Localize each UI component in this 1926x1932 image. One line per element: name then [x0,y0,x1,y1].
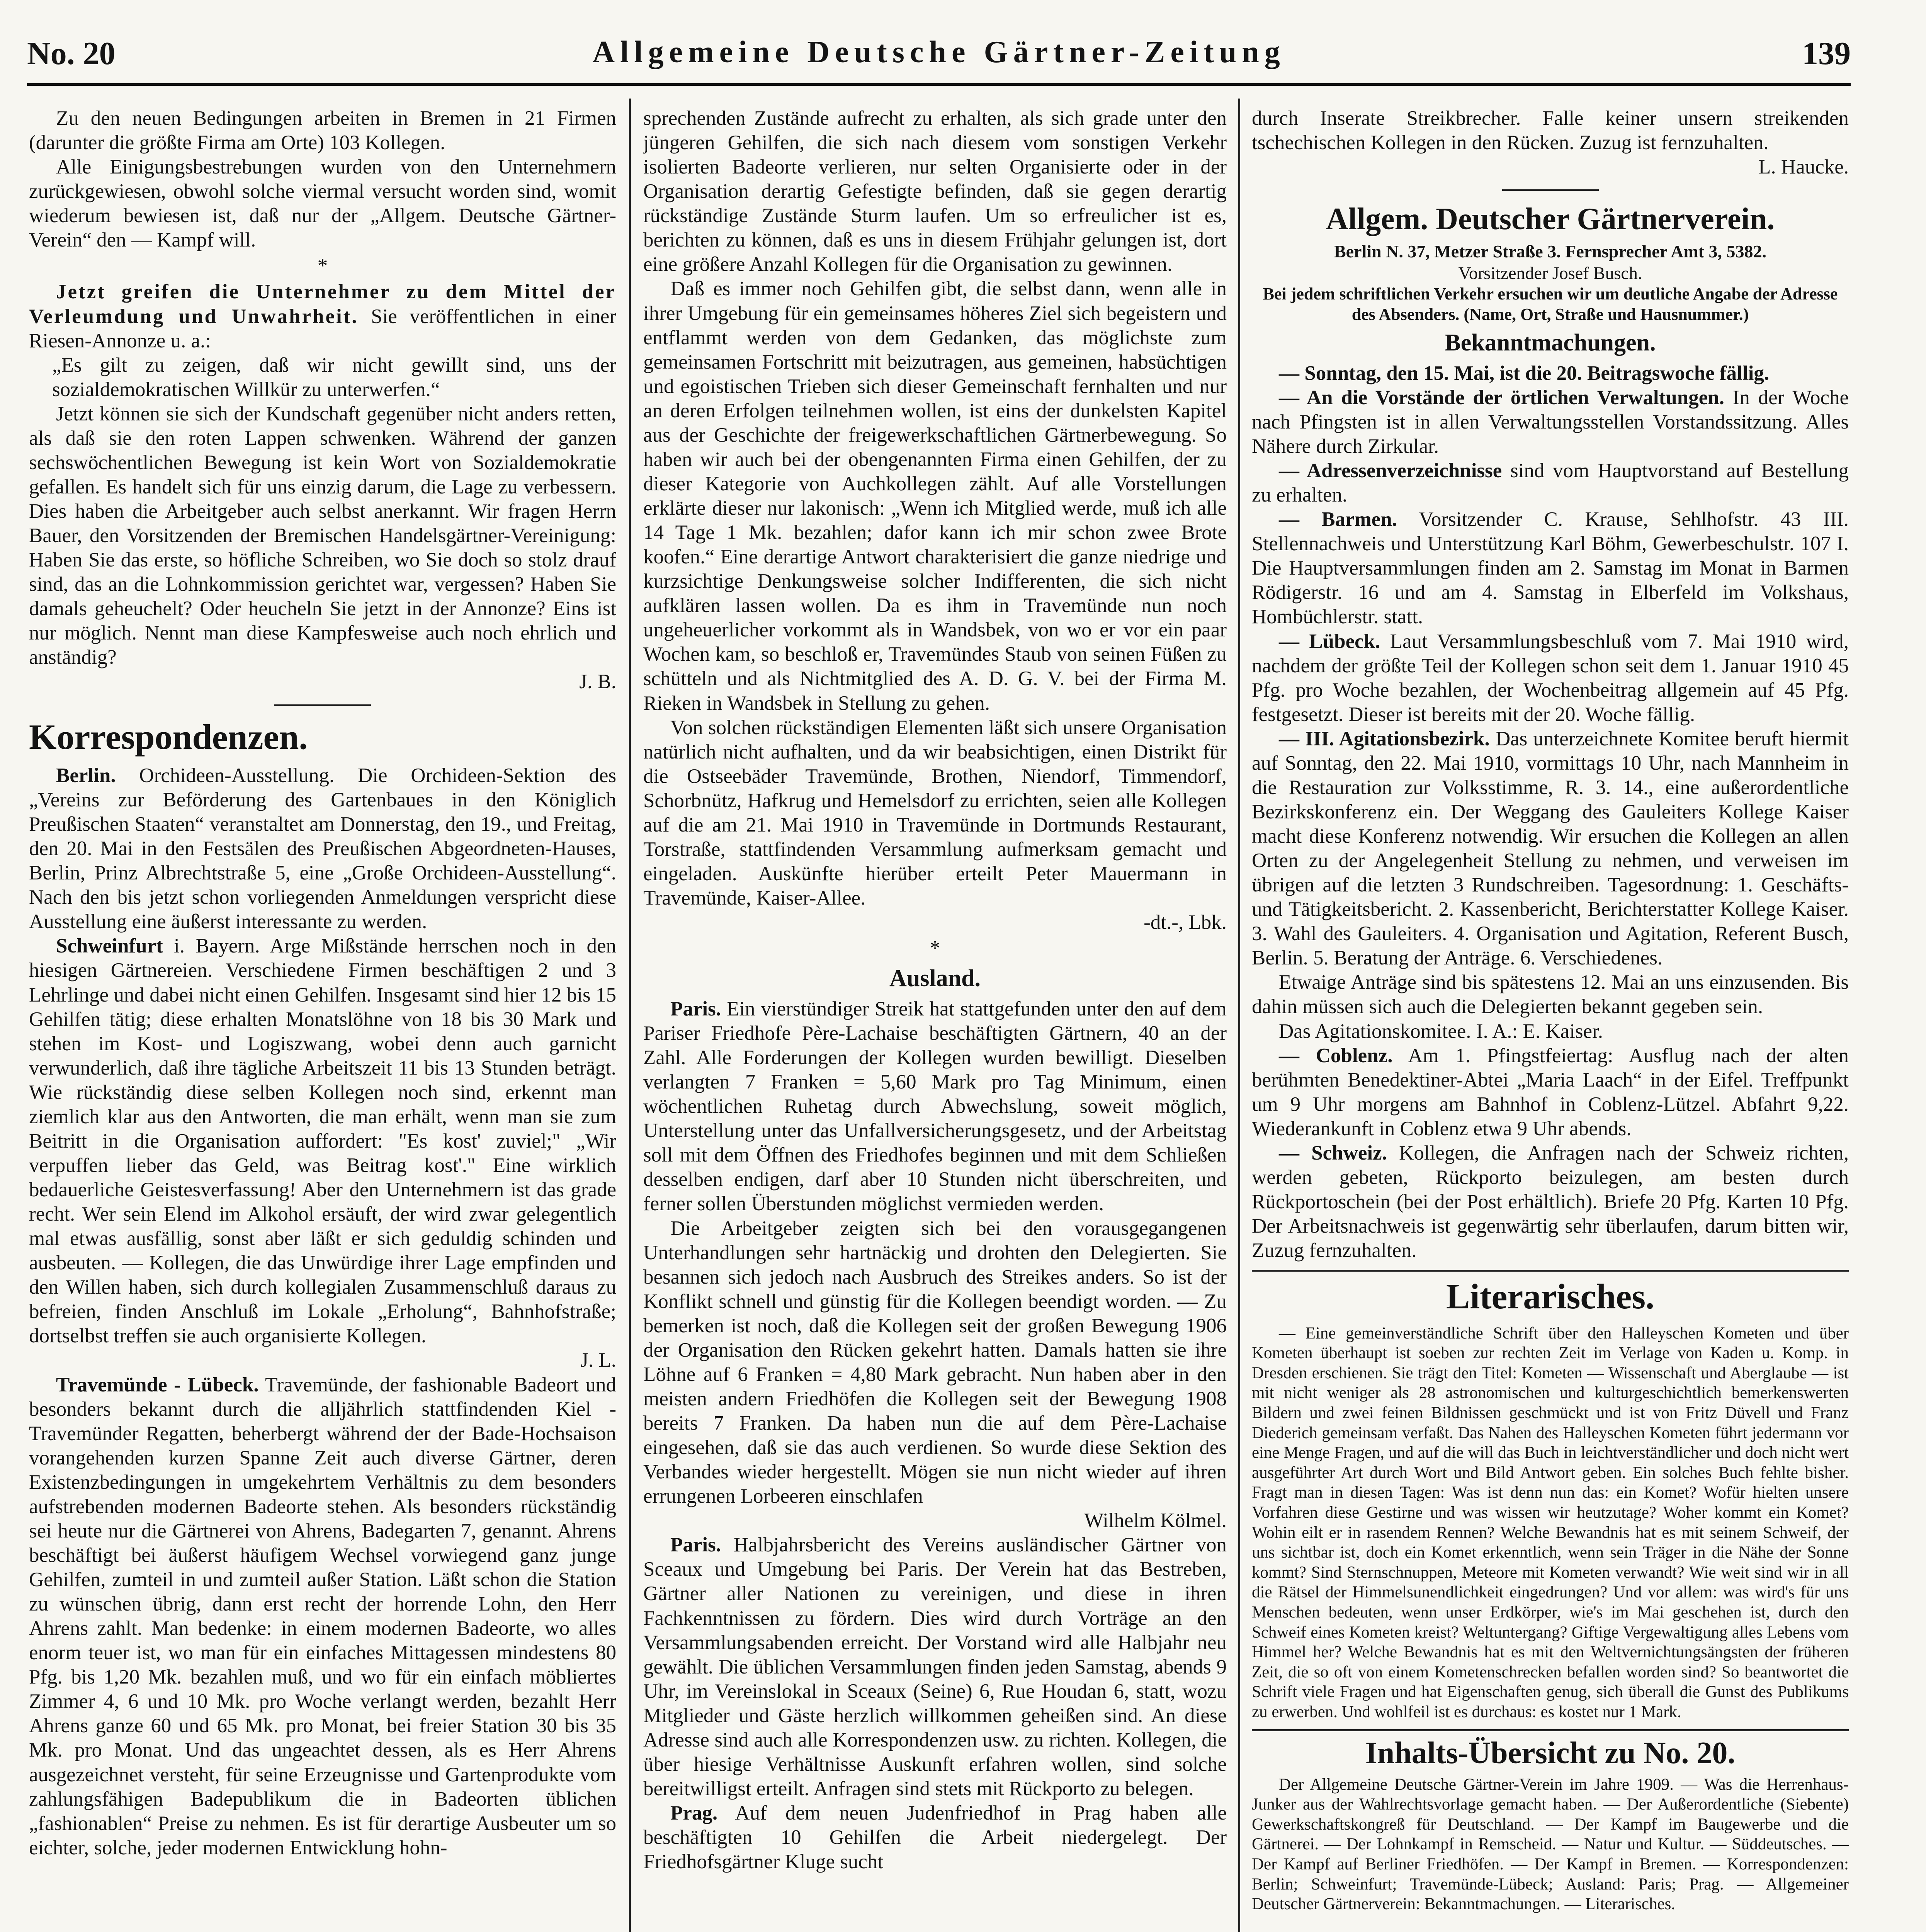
coblenz-text: Am 1. Pfingstfeiertag: Ausflug nach der alten berühmten Benedektiner-Abtei „Maria Laach“ in der Eifel. Treffpunkt um 9 Uhr morgens am Bahnhof in Coblenz-Lützel. Abfahrt 9,22. Wiederankunft in Coblenz etwa 9 Uhr abends. [1252,1044,1849,1140]
verein-address: Berlin N. 37, Metzer Straße 3. Fernsprecher Amt 3, 5382. [1334,242,1767,262]
issue-number: No. 20 [27,36,116,71]
arbeitgeber-paragraph: Die Arbeitgeber zeigten sich bei den vorausgegangenen Unterhandlungen sehr hartnäckig und drohten den Delegierten. Sie besannen sich jedoch nach Ausbruch des Streikes anders. So ist der Konflikt schnell und günstig für die Kollegen beendigt worden. — Zu bemerken ist noch, daß die Kollegen seit der großen Bewegung 1906 der Organisation den Rücken gekehrt hatten. Damals hatten sie ihre Löhne auf 6 Franken = 4,80 Mark gebracht. Nun haben aber in den meisten andern Friedhöfen die Kollegen seit der Bewegung 1908 bereits 7 Franken. Da haben nun die auf dem Père-Lachaise eingesehen, daß sie das auch verdienen. So wurde diese Sektion des Verbandes wieder hergestellt. Mögen sie nun nicht wieder auf ihren errungenen Lorbeeren einschlafen [643,1217,1227,1508]
prag-text: Auf dem neuen Judenfriedhof in Prag haben alle beschäftigten 10 Gehilfen die Arbeit niedergelegt. Der Friedhofsgärtner Kluge sucht [643,1802,1227,1873]
beitragswoche-notice: — Sonntag, den 15. Mai, ist die 20. Beitragswoche fällig. [1279,362,1770,384]
column-2 [643,106,1227,1874]
literarisches-text: — Eine gemeinverständliche Schrift über den Halleyschen Kometen und über Kometen überhaupt ist soeben zur rechten Zeit im Verlage von Kaden u. Komp. in Dresden erschienen. Sie trägt den Titel: Kometen — Wissenschaft und Aberglaube — ist mit nicht weniger als 28 astronomischen und kulturgeschichtlich bemerkenswerten Bildern und zwei feinen Bildnissen geschmückt und ist von Fritz Düvell und Franz Diederich gemeinsam verfaßt. Das Nahen des Halleyschen Kometen führt jedermann vor eine Menge Fragen, und auf die will das Buch in leichtverständlicher und doch nicht wert ausgeführter Art durch Wort und Bild Antwort geben. Ein solches Buch fehlte bisher. Fragt man in diesen Tagen: Was ist denn nun das: ein Komet? Wofür hielten unsere Vorfahren diese Gestirne und was wissen wir heutzutage? Woher kommt ein Komet? Wohin eilt er in rasendem Rennen? Welche Bewandnis hat es mit seinem Schweif, der uns sichtbar ist, doch ein Komet erkenntlich, wenn sein Träger in die Nähe der Sonne kommt? Sind Sternschnuppen, Meteore mit Kometen verwandt? Wie weit sind wir in all die Rätsel der Himmelsunendlichkeit eingedrungen? Und vor allem: was wird's für uns Menschen bedeuten, wenn unser Erdkörper, wie's im Mai geschehen ist, durch den Schweif eines Kometen kreist? Weltuntergang? Giftige Vergewaltigung alles Lebens vom Himmel her? Welche Bewandnis hat es mit den Weltvernichtungsängsten der früheren Zeit, die so oft von einem Kometenschrecken befallen worden sind? So beantwortet die Schrift viele Fragen und hat Eigenschaften genug, sich überall die Gunst des Publikums zu erwerben. Und wohlfeil ist es durchaus: es kostet nur 1 Mark. [1252,1324,1849,1721]
streikbrecher-paragraph: durch Inserate Streikbrecher. Falle keiner unsern streikenden tschechischen Kollegen in den Rücken. Zuzug ist fernzuhalten. [1252,107,1849,154]
berlin-text: Orchideen-Ausstellung. Die Orchideen-Sektion des „Vereins zur Beförderung des Gartenbaues in den Königlich Preußischen Staaten“ veranstaltet am Donnerstag, den 19., und Freitag, den 20. Mai in den Festsälen des Preußischen Abgeordneten-Hauses, Berlin, Prinz Albrechtstraße 5, eine „Große Orchideen-Ausstellung“. Nach den bis jetzt schon vorliegenden Anmeldungen verspricht diese Ausstellung eine äußerst interessante zu werden. [29,764,616,933]
divider-rule [1252,1729,1849,1731]
newspaper-title: Allgemeine Deutsche Gärtner-Zeitung [592,35,1285,69]
annonce-quote: „Es gilt zu zeigen, daß wir nicht gewillt sind, uns der sozialdemokratischen Willkür zu unterwerfen.“ [52,354,616,401]
bremen-paragraph: Zu den neuen Bedingungen arbeiten in Bremen in 21 Firmen (darunter die größte Firma am Orte) 103 Kollegen. [29,107,616,154]
divider-short [274,704,371,706]
signature-koelmel: Wilhelm Kölmel. [1084,1509,1227,1532]
verein-notice: Bei jedem schriftlichen Verkehr ersuchen wir um deutliche Angabe der Adresse des Absenders. (Name, Ort, Straße und Hausnummer.) [1263,284,1838,324]
paris-lead: Paris. [670,1534,721,1556]
gehilfen-paragraph: Daß es immer noch Gehilfen gibt, die selbst dann, wenn alle in ihrer Umgebung für ein gemeinsames höheres Ziel sich begeistern und entflammt werden von dem Gedanken, das möglichste zum gemeinsamen Fortschritt mit beizutragen, aus gemeinen, habsüchtigen und egoistischen Trieben sich dieser Gemeinschaft fernhalten und nur an deren Erfolgen teilnehmen wollen, ist eins der dunkelsten Kapitel aus der Geschichte der freigewerkschaftlichen Gärtnerbewegung. So haben wir auch bei der obengenannten Firma einen Gehilfen, der zu dieser Kategorie von Auchkollegen zählt. Auf alle Vorstellungen erklärte dieser nur lakonisch: „Wenn ich Mitglied werde, muß ich alle 14 Tage 1 Mk. bezahlen; dafor kann ich mir schon zwee Brote koofen.“ Eine derartige Antwort charakterisiert die ganze niedrige und kurzsichtige Denkungsweise solcher Indifferenten, die sich nicht aufklären lassen wollen. Da es ihm in Travemünde nun noch ungeheuerlicher vorkommt als in Wandsbek, von wo er vor ein paar Wochen kam, so beschloß er, Travemündes Staub von seinen Füßen zu schütteln und als Nichtmitglied des A. D. G. V. bei der Firma M. Rieken in Wandsbek in Stellung zu gehen. [643,277,1227,714]
schweiz-lead: — Schweiz. [1279,1141,1387,1164]
kundschaft-paragraph: Jetzt können sie sich der Kundschaft gegenüber nicht anders retten, als daß sie den roten Lappen schwenken. Während der ganzen sechswöchentlichen Bewegung ist kein Wort von Sozialdemokratie gefallen. Es handelt sich für uns einzig darum, die Lage zu verbessern. Dies haben die Arbeitgeber auch selbst anerkannt. Wir fragen Herrn Bauer, den Vorsitzenden der Bremischen Handelsgärtner-Vereinigung: Haben Sie das erste, so höfliche Schreiben, wo Sie doch so stolz drauf sind, das an die Lohnkommission gerichtet war, vergessen? Haben Sie damals geheuchelt? Oder heucheln Sie jetzt in der Annonze? Eins ist nur möglich. Nennt man diese Kampfesweise auch noch ehrlich und anständig? [29,402,616,669]
divider-rule [1252,1270,1849,1272]
adressen-lead: — Adressenverzeichnisse [1279,459,1502,482]
barmen-notice [1252,507,1849,629]
separator-star: * [317,255,328,277]
page-number: 139 [1802,36,1851,71]
inhalts-text: Der Allgemeine Deutsche Gärtner-Verein im Jahre 1909. — Was die Herrenhaus-Junker aus der Wahlrechtsvorlage gemacht haben. — Der Außerordentliche (Siebente) Gewerkschaftskongreß für Deutschland. — Der Kampf im Baugewerbe und die Gärtnerei. — Der Lohnkampf in Remscheid. — Natur und Kultur. — Süddeutsches. — Der Kampf auf Berliner Friedhöfen. — Der Kampf in Bremen. — Korrespondenzen: Berlin; Schweinfurt; Travemünde-Lübeck; Ausland: Paris; Prag. — Allgemeiner Deutscher Gärtnerverein: Bekanntmachungen. — Literarisches. [1252,1775,1849,1913]
elemente-paragraph: Von solchen rückständigen Elementen läßt sich unsere Organisation natürlich nicht aufhalten, und da wir beabsichtigen, einen Distrikt für die Ostseebäder Travemünde, Brothen, Niendorf, Timmendorf, Schorbnütz, Hafkrug und Hemelsdorf zu errichten, seien alle Kollegen auf die am 21. Mai 1910 in Travemünde in Dortmunds Restaurant, Torstraße, stattfindenden Versammlung aufmerksam gemacht und eingeladen. Auskünfte hierüber erteilt Peter Mauermann in Travemünde, Kaiser-Allee. [643,716,1227,909]
paris-report-text: Halbjahrsbericht des Vereins ausländischer Gärtner von Sceaux und Umgebung bei Paris. Der Verein hat das Bestreben, Gärtner aller Nationen zu vereinigen, und diese in ihren Fachkenntnissen zu fördern. Dies wird durch Vorträge an den Versammlungsabenden erreicht. Der Vorstand wird alle Halbjahr neu gewählt. Die üblichen Versammlungen finden jeden Samstag, abends 9 Uhr, im Vereinslokal in Sceaux (Seine) 6, Rue Houdan 6, statt, wozu Mitglieder und Gäste herzlich willkommen geheißen sind. An diese Adresse sind auch alle Korrespondenzen usw. zu richten. Kollegen, die über hiesige Verhältnisse Auskunft erfahren wollen, sind solche bereitwilligst erteilt. Anfragen sind stets mit Rückporto zu belegen. [643,1534,1227,1800]
vorstaende-text: In der Woche nach Pfingsten ist in allen Verwaltungsstellen Vorstandssitzung. Alles Nähere durch Zirkular. [1252,386,1849,458]
column-3 [1252,106,1849,1914]
section-heading-korrespondenzen: Korrespondenzen. [29,717,308,757]
coblenz-lead: — Coblenz. [1279,1044,1393,1067]
page-header [27,35,1851,81]
adressen-notice [1252,459,1849,507]
paris-lead: Paris. [670,997,721,1020]
signature-haucke: L. Haucke. [1758,156,1849,179]
komitee-signature: Das Agitationskomitee. I. A.: E. Kaiser. [1279,1020,1603,1043]
agitation-lead: — III. Agitationsbezirk. [1279,727,1490,750]
signature-dt-lbk: -dt.-, Lbk. [1144,911,1227,934]
paris-report-paragraph [643,1533,1227,1801]
berlin-paragraph [29,764,616,934]
verleumdung-text: Sie veröffentlichen in einer Riesen-Annonze u. a.: [29,305,616,352]
prag-paragraph [643,1801,1227,1874]
travemuende-lead: Travemünde - Lübeck. [56,1373,259,1396]
separator-star: * [930,937,940,960]
coblenz-notice [1252,1044,1849,1141]
signature-jb: J. B. [579,670,616,693]
barmen-lead: — Barmen. [1279,508,1397,531]
einigung-paragraph: Alle Einigungsbestrebungen wurden von den Unternehmern zurückgewiesen, obwohl solche viermal versucht worden sind, womit wiederum bewiesen ist, daß nur der „Allgem. Deutsche Gärtner-Verein“ den — Kampf will. [29,156,616,252]
luebeck-notice [1252,629,1849,727]
verleumdung-lead: Jetzt greifen die Unternehmer zu dem Mittel der Verleumdung und Unwahrheit. [29,281,616,328]
divider-short [1502,189,1599,191]
inhalts-heading: Inhalts-Übersicht zu No. 20. [1365,1736,1736,1770]
barmen-text: Vorsitzender C. Krause, Sehlhofstr. 43 III. Stellennachweis und Unterstützung Karl Böhm, Gewerbeschulstr. 107 I. Die Hauptversammlungen finden am 2. Samstag im Monat in Barmen Rödigerstr. 16 und am 4. Samstag in Elberfeld im Volkshaus, Hombüchlerstr. statt. [1252,508,1849,628]
agitation-text: Das unterzeichnete Komitee beruft hiermit auf Sonntag, den 22. Mai 1910, vormittags 10 Uhr, nach Mannheim in die Restauration zur Volksstimme, R. 3. 14., eine außerordentliche Bezirkskonferenz ein. Der Weggang des Gauleiters Kollege Kaiser macht diese Konferenz notwendig. Wir ersuchen die Kollegen an allen Orten zu der Angelegenheit Stellung zu nehmen, und verweisen im übrigen auf die letzten 3 Rundschreiben. Tagesordnung: 1. Geschäfts- und Tätigkeitsbericht. 2. Kassenbericht, Berichterstatter Kollege Kaiser. 3. Wahl des Gauleiters. 4. Organisation und Agitation, Referent Busch, Berlin. 5. Beratung der Anträge. 6. Verschiedenes. [1252,727,1849,969]
antraege-paragraph: Etwaige Anträge sind bis spätestens 12. Mai an uns einzusenden. Bis dahin müssen sich auch die Delegierten bekannt gegeben sein. [1252,971,1849,1018]
agitation-notice [1252,727,1849,971]
column-1 [29,106,616,1860]
column-divider-2 [1238,99,1240,1932]
luebeck-text: Laut Versammlungsbeschluß vom 7. Mai 1910 wird, nachdem der größte Teil der Kollegen schon seit dem 1. Januar 1910 45 Pfg. pro Woche bezahlen, der Wochenbeitrag allgemein auf 45 Pfg. festgesetzt. Dieser ist bereits mit der 20. Woche fällig. [1252,630,1849,726]
luebeck-lead: — Lübeck. [1279,630,1380,653]
section-heading-literarisches: Literarisches. [1446,1277,1655,1316]
schweiz-notice [1252,1141,1849,1263]
verein-chair: Vorsitzender Josef Busch. [1458,263,1642,283]
zustaende-paragraph: sprechenden Zustände aufrecht zu erhalten, als sich grade unter den jüngeren Gehilfen, die sich nach diesem vom sonstigen Verkehr isolierten Badeorte verlieren, nur selten Organisierte oder in der Organisation derartig Gefestigte befinden, daß sie gegen derartig rückständige Zustände Sturm laufen. Um so erfreulicher ist es, berichten zu können, daß es uns in diesem Frühjahr gelungen ist, dort eine größere Anzahl Kollegen für die Organisation zu gewinnen. [643,107,1227,276]
travemuende-text: Travemünde, der fashionable Badeort und besonders bekannt durch die alljährlich stattfindenden Kiel - Travemünder Regatten, beherbergt während der der Bade-Hochsaison vorangehenden kurzen Spanne Zeit auch diverse Gärtner, deren Existenzbedingungen in umgekehrtem Verhältnis zu dem besonders aufstrebenden modernen Badeorte stehen. Als besonders rückständig sei heute nur die Gärtnerei von Ahrens, Badegarten 7, genannt. Ahrens beschäftigt bei äußerst häufigem Wechsel vorwiegend ganz junge Gehilfen, zumteil in und zumteil außer Station. Läßt schon die Station zu wünschen übrig, dann erst recht der horrende Lohn, den Herr Ahrens zahlt. Man bedenke: in einem modernen Badeorte, wo alles enorm teuer ist, wo man für ein einfaches Mittagessen mindestens 80 Pfg. bis 1,20 Mk. bezahlen muß, und wo für ein einfach möbliertes Zimmer 4, 6 und 10 Mk. pro Woche verlangt werden, bezahlt Herr Ahrens ganze 60 und 65 Mk. pro Monat, bei freier Station 30 bis 35 Mk. pro Monat. Und das ungeachtet dessen, als es Herr Ahrens ausgezeichnet versteht, für seine Erzeugnisse und Gartenprodukte vom zahlungsfähigen Badepublikum die in Badeorten üblichen „fashionablen“ Preise zu nehmen. Es ist für derartige Ausbeuter um so eichter, solche, jeder modernen Entwicklung hohn- [29,1373,616,1859]
schweinfurt-paragraph [29,934,616,1348]
section-heading-bekanntmachungen: Bekanntmachungen. [1445,330,1656,356]
vorstaende-lead: — An die Vorstände der örtlichen Verwaltungen. [1279,386,1724,409]
schweinfurt-text: i. Bayern. Arge Mißstände herrschen noch in den hiesigen Gärtnereien. Verschiedene Firmen beschäftigen 2 und 3 Lehrlinge und dabei nicht einen Gehilfen. Insgesamt sind hier 12 bis 15 Gehilfen tätig; diese erhalten Monatslöhne von 18 bis 30 Mark und stehen im Kost- und Logiszwang, wobei denn auch garnicht verwunderlich, daß ihre tägliche Arbeitszeit 11 bis 13 Stunden beträgt. Wie rückständig diese selben Kollegen noch sind, erkennt man ziemlich klar aus den Antworten, die man erhält, wenn man sie zum Beitritt in die Organisation auffordert: "Es kost' zuviel;" „Wir verpuffen lieber das Geld, was Beitrag kost'." Eine wirklich bedauerliche Geistesverfassung! Aber den Unternehmern ist das grade recht. Wer sein Elend im Alkohol ersäuft, der wird zwar gelegentlich mal etwas ausfällig, sonst aber läßt er sich geduldig schinden und ausbeuten. — Kollegen, die das Unwürdige ihrer Lage empfinden und den Willen haben, sich durch kollegialen Zusammenschluß daraus zu befreien, finden Anschluß im Lokale „Erholung“, Bahnhofstraße; dortselbst treffen sie auch organisierte Kollegen. [29,935,616,1347]
column-divider-1 [629,99,631,1932]
travemuende-paragraph [29,1373,616,1860]
header-rule [27,83,1851,86]
verleumdung-paragraph [29,280,616,353]
paris-strike-paragraph [643,997,1227,1216]
schweiz-text: Kollegen, die Anfragen nach der Schweiz richten, werden gebeten, Rückporto beizulegen, am besten durch Rückportoschein (bei der Post erhältlich). Briefe 20 Pfg. Karten 10 Pfg. Der Arbeitsnachweis ist gegenwärtig sehr überlaufen, darum bitten wir, Zuzug fernzuhalten. [1252,1141,1849,1262]
signature-jl: J. L. [580,1349,616,1372]
schweinfurt-lead: Schweinfurt [56,935,163,957]
berlin-lead: Berlin. [56,764,116,787]
paris-strike-text: Ein vierstündiger Streik hat stattgefunden unter den auf dem Pariser Friedhofe Père-Lachaise beschäftigten Gärtnern, 40 an der Zahl. Alle Forderungen der Kollegen wurden bewilligt. Dieselben verlangten 7 Franken = 5,60 Mark pro Tag Minimum, einen wöchentlichen Ruhetag durch Abwechslung, soweit möglich, Unterstellung unter das Unfallversicherungsgesetz, und der Arbeitstag soll mit dem Öffnen des Friedhofes beginnen und mit dem Schließen desselben endigen, darf aber 10 Stunden nicht überschreiten, und ferner sollen Überstunden möglichst vermieden werden. [643,997,1227,1215]
adressen-text: sind vom Hauptvorstand auf Bestellung zu erhalten. [1252,459,1849,507]
prag-lead: Prag. [670,1802,718,1825]
verein-heading: Allgem. Deutscher Gärtnerverein. [1326,202,1775,236]
section-heading-ausland: Ausland. [889,965,981,992]
vorstaende-notice [1252,386,1849,459]
